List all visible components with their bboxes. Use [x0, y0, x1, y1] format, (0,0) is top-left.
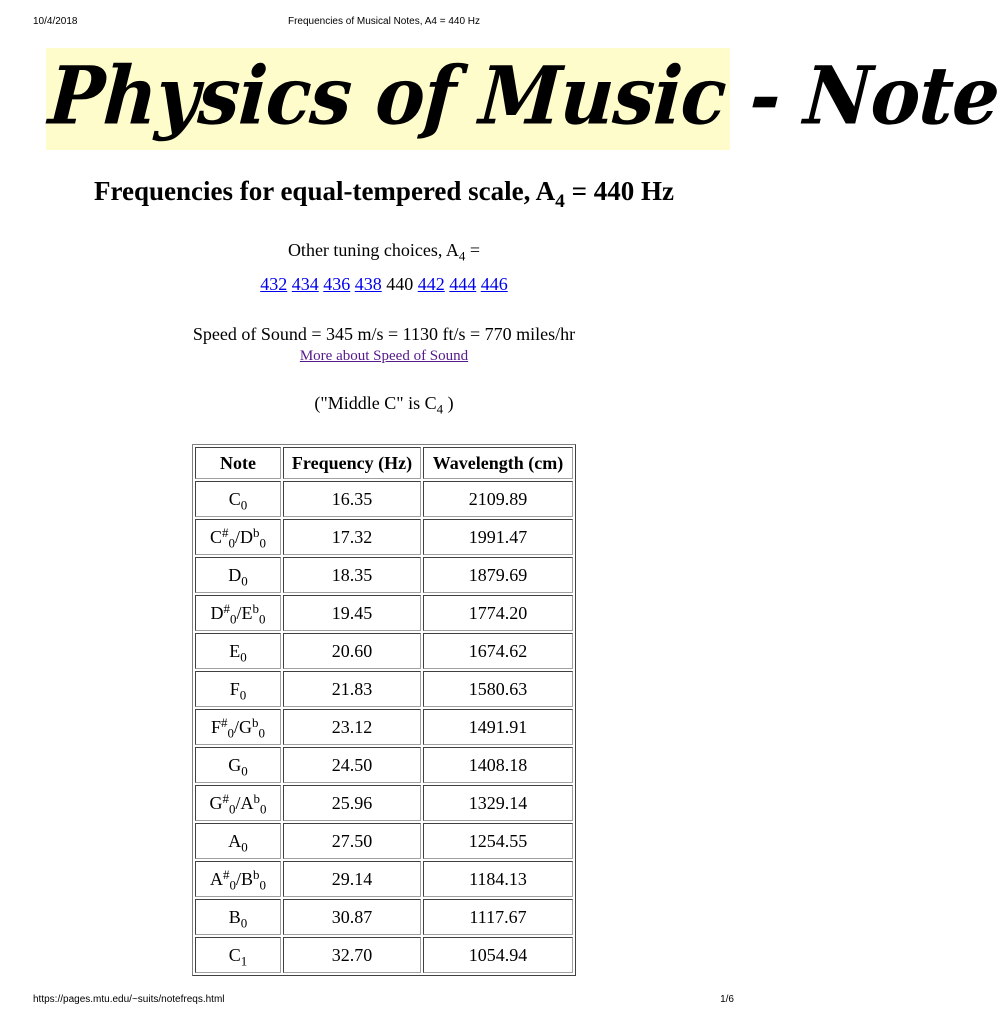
table-row — [195, 557, 573, 593]
note-cell: $E_0$ — [195, 633, 281, 669]
table-row — [195, 481, 573, 517]
wavelength-cell: 2109.89 — [423, 481, 573, 517]
table-row — [195, 519, 573, 555]
tuning-option-link[interactable]: 432 — [260, 274, 288, 294]
wavelength-cell: 1408.18 — [423, 747, 573, 783]
note-cell: $A_0$ — [195, 823, 281, 859]
page-title: Frequencies for equal-tempered scale, $A_4 = 440$ Hz — [93, 176, 675, 212]
frequency-cell: 21.83 — [283, 671, 421, 707]
tuning-option-link[interactable]: 434 — [291, 274, 319, 294]
tuning-option-link[interactable]: 438 — [354, 274, 382, 294]
frequency-cell: 24.50 — [283, 747, 421, 783]
wavelength-cell: 1991.47 — [423, 519, 573, 555]
wavelength-cell: 1674.62 — [423, 633, 573, 669]
note-cell: $C^{\#}_0/D^b_0$ — [195, 519, 281, 555]
tuning-option-link[interactable]: 442 — [417, 274, 445, 294]
note-cell: $D_0$ — [195, 557, 281, 593]
table-row — [195, 709, 573, 745]
print-url: https://pages.mtu.edu/~suits/notefreqs.html — [33, 994, 225, 1005]
frequency-table — [192, 444, 576, 976]
table-row — [195, 861, 573, 897]
table-row — [195, 633, 573, 669]
middle-c-note: ("Middle C" is $C_4$ ) — [314, 393, 454, 417]
note-cell: $D^{\#}_0/E^b_0$ — [195, 595, 281, 631]
tuning-option-link[interactable]: 446 — [480, 274, 508, 294]
note-cell: $F^{\#}_0/G^b_0$ — [195, 709, 281, 745]
table-row — [195, 595, 573, 631]
table-row — [195, 785, 573, 821]
header-wavelength: Wavelength (cm) — [423, 447, 573, 479]
table-row — [195, 747, 573, 783]
wavelength-cell: 1580.63 — [423, 671, 573, 707]
tuning-label: Other tuning choices, $A_4$ = — [287, 240, 481, 264]
note-cell: $B_0$ — [195, 899, 281, 935]
note-cell: $C_1$ — [195, 937, 281, 973]
frequency-cell: 18.35 — [283, 557, 421, 593]
wavelength-cell: 1184.13 — [423, 861, 573, 897]
frequency-cell: 19.45 — [283, 595, 421, 631]
frequency-cell: 17.32 — [283, 519, 421, 555]
print-date: 10/4/2018 — [33, 16, 78, 27]
table-row — [195, 899, 573, 935]
speed-of-sound-text: Speed of Sound = 345 m/s = 1130 ft/s = 770 miles/hr — [192, 324, 576, 344]
tuning-options — [0, 274, 768, 295]
frequency-cell: 27.50 — [283, 823, 421, 859]
frequency-cell: 16.35 — [283, 481, 421, 517]
print-page-title: Frequencies of Musical Notes, A4 = 440 Hz — [287, 16, 481, 27]
note-cell: $A^{\#}_0/B^b_0$ — [195, 861, 281, 897]
note-cell: $G^{\#}_0/A^b_0$ — [195, 785, 281, 821]
frequency-cell: 23.12 — [283, 709, 421, 745]
frequency-cell: 25.96 — [283, 785, 421, 821]
wavelength-cell: 1117.67 — [423, 899, 573, 935]
table-row — [195, 671, 573, 707]
banner-image — [45, 48, 1002, 150]
wavelength-cell: 1329.14 — [423, 785, 573, 821]
frequency-cell: 32.70 — [283, 937, 421, 973]
header-note: Note — [195, 447, 281, 479]
table-header-row — [195, 447, 573, 479]
print-page-number: 1/6 — [720, 994, 734, 1005]
frequency-cell: 29.14 — [283, 861, 421, 897]
note-cell: $G_0$ — [195, 747, 281, 783]
tuning-option-link[interactable]: 444 — [449, 274, 477, 294]
header-frequency: Frequency (Hz) — [283, 447, 421, 479]
note-cell: $F_0$ — [195, 671, 281, 707]
wavelength-cell: 1491.91 — [423, 709, 573, 745]
print-footer — [0, 994, 768, 1008]
tuning-current: 440 — [386, 274, 414, 294]
frequency-cell: 20.60 — [283, 633, 421, 669]
banner-text: Physics of Music - Note — [45, 50, 1002, 143]
note-cell: $C_0$ — [195, 481, 281, 517]
wavelength-cell: 1879.69 — [423, 557, 573, 593]
frequency-cell: 30.87 — [283, 899, 421, 935]
wavelength-cell: 1054.94 — [423, 937, 573, 973]
wavelength-cell: 1774.20 — [423, 595, 573, 631]
print-header — [0, 16, 768, 30]
speed-of-sound-link[interactable]: More about Speed of Sound — [299, 348, 469, 364]
table-row — [195, 937, 573, 973]
wavelength-cell: 1254.55 — [423, 823, 573, 859]
table-row — [195, 823, 573, 859]
tuning-option-link[interactable]: 436 — [323, 274, 351, 294]
